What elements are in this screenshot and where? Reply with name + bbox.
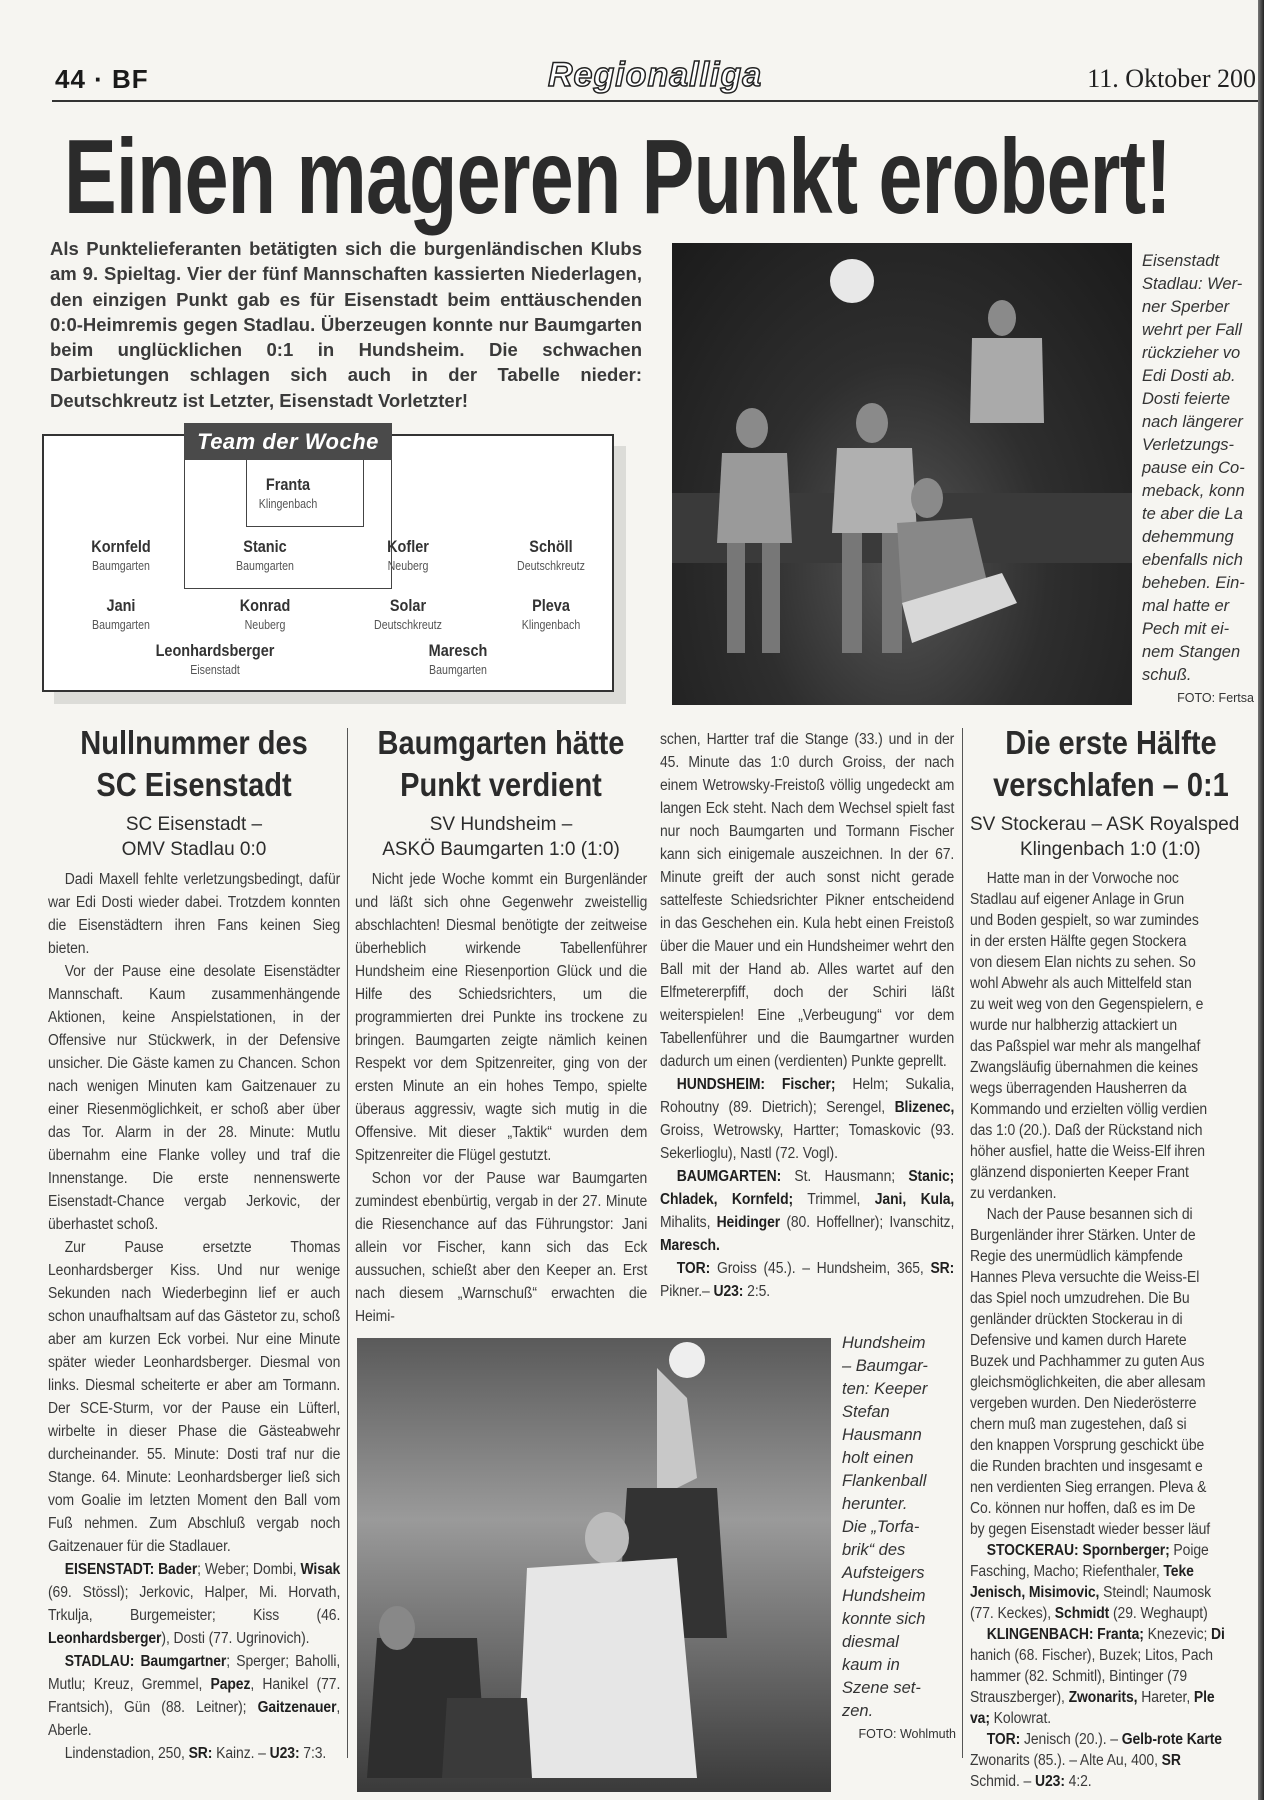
caption-line: Die „Torfa- xyxy=(842,1518,920,1536)
player-club: Deutschkreutz xyxy=(374,618,442,632)
player-club: Klingenbach xyxy=(521,618,581,632)
article-hundsheim-baumgarten-continued xyxy=(660,728,954,1303)
caption-line: holt einen xyxy=(842,1449,914,1467)
paragraph xyxy=(660,1073,954,1165)
text-line xyxy=(970,1036,1252,1057)
text: Groiss (45.). – Hundsheim, 365, xyxy=(710,1260,931,1277)
text: nen verdienten Sieg errangen. Pleva & xyxy=(970,1479,1207,1496)
caption-line: schuß. xyxy=(1142,666,1192,684)
text: Poige xyxy=(1169,1542,1209,1559)
issue-date: 11. Oktober 200 xyxy=(1087,64,1256,93)
paragraph xyxy=(660,1257,954,1303)
text: Zwonarits (85.). – Alte Au, 400, xyxy=(970,1752,1162,1769)
caption-line: nach längerer xyxy=(1142,413,1243,431)
player-club: Neuberg xyxy=(244,618,286,632)
player-name: Franta xyxy=(265,475,311,494)
column-divider xyxy=(962,728,963,1758)
bold-text: Wisak xyxy=(300,1561,341,1578)
text: Kainz. – xyxy=(212,1745,270,1762)
text: wurde nur halbherzig attackiert un xyxy=(970,1017,1178,1034)
header-rule xyxy=(52,100,1258,102)
caption-line: pause ein Co- xyxy=(1142,459,1245,477)
player-club: Klingenbach xyxy=(258,497,318,511)
text: das 1:0 (20.). Daß der Rückstand nich xyxy=(970,1122,1203,1139)
article-eisenstadt-stadlau xyxy=(48,722,340,1765)
player-slot xyxy=(46,596,196,632)
player-name: Kofler xyxy=(387,537,429,556)
article-body xyxy=(355,868,647,1328)
paragraph xyxy=(48,1650,340,1742)
caption-line: diesmal xyxy=(842,1633,899,1651)
text: Trimmel, xyxy=(793,1191,875,1208)
text: (77. Keckes), xyxy=(970,1605,1055,1622)
text-line xyxy=(970,1099,1252,1120)
text-line xyxy=(970,1666,1252,1687)
player-slot xyxy=(46,537,196,573)
text: , Aberle. xyxy=(48,1699,341,1739)
text: (69. Stössl); Jerkovic, Halper, Mi. Horvath, Trkulja, Burgemeister; Kiss (46. xyxy=(48,1584,341,1624)
caption-line: Edi Dosti ab. xyxy=(1142,367,1236,385)
football-scene-illustration xyxy=(672,243,1132,705)
caption-line: Stefan xyxy=(842,1403,890,1421)
lead-paragraph: Als Punktelieferanten betätigten sich die burgenländischen Klubs am 9. Spieltag. Vier der fünf Mannschaften kassierten Niederlagen, den einzigen Punkt gab es für Eisenstadt beim enttäuschenden 0:0-Heimremis gegen Stadlau. Überzeugen konnte nur Baumgarten beim unglücklichen 0:1 in Hundsheim. Die schwachen Darbietungen schlagen sich auch in der Tabelle nieder: Deutschkreutz ist Letzter, Eisenstadt Vorletzter! xyxy=(50,238,642,411)
bold-text: SR: xyxy=(188,1745,213,1762)
article-title: Baumgarten hätte Punkt verdient xyxy=(377,724,625,803)
text-line xyxy=(970,1561,1252,1582)
text: wegs überragenden Hausherren da xyxy=(970,1080,1187,1097)
caption-line: meback, konn xyxy=(1142,482,1245,500)
text: vergeben wurden. Den Niederösterre xyxy=(970,1395,1197,1412)
text: den knappen Vorsprung geschickt übe xyxy=(970,1437,1205,1454)
caption-line: dehemmung xyxy=(1142,528,1234,546)
bold-text: STADLAU: Baumgartner xyxy=(64,1653,227,1670)
team-of-the-week-title: Team der Woche xyxy=(184,423,392,460)
caption-line: Pech mit ei- xyxy=(1142,620,1230,638)
text: ; Weber; Dombi, xyxy=(197,1561,301,1578)
text: höher ausfiel, hatte die Weiss-Elf ihren xyxy=(970,1143,1205,1160)
player-name: Schöll xyxy=(529,537,573,556)
text-line xyxy=(970,1708,1252,1729)
player-name: Pleva xyxy=(532,596,570,615)
caption-line: Hundsheim xyxy=(842,1334,926,1352)
text: hammer (82. Schmitl), Bintinger (79 xyxy=(970,1668,1188,1685)
text: Hareter, xyxy=(1137,1689,1194,1706)
text: Stadlau auf eigener Anlage in Grun xyxy=(970,891,1185,908)
text: Zwangsläufig übernahmen die keines xyxy=(970,1059,1199,1076)
bold-text: Papez xyxy=(210,1676,251,1693)
text-line xyxy=(970,868,1252,889)
text: von diesem Elan nichts zu sehen. So xyxy=(970,954,1196,971)
player-slot xyxy=(333,537,483,573)
text: ), Dosti (77. Ugrinovich). xyxy=(161,1630,310,1647)
text-line xyxy=(970,1057,1252,1078)
article-subtitle: SV Hundsheim – ASKÖ Baumgarten 1:0 (1:0) xyxy=(382,814,620,860)
bold-text: BAUMGARTEN: xyxy=(676,1168,782,1185)
article-title: Nullnummer des SC Eisenstadt xyxy=(80,724,308,803)
text: und Boden gespielt, so war zumindes xyxy=(970,912,1199,929)
text: hanich (68. Fischer), Buzek; Litos, Pach xyxy=(970,1647,1213,1664)
caption-line: rückzieher vo xyxy=(1142,344,1241,362)
player-club: Baumgarten xyxy=(92,618,150,632)
text-line xyxy=(970,889,1252,910)
text-line xyxy=(970,1771,1252,1792)
text-line xyxy=(970,1456,1252,1477)
text: Nach der Pause besannen sich di xyxy=(986,1206,1193,1223)
player-club: Neuberg xyxy=(387,559,429,573)
text: Vor der Pause eine desolate Eisenstädter Mannschaft. Kaum zusammenhängende Aktionen, keine Anspielstationen, in der Offensive nur Stückwerk, in der Defensive unsicher. Die Gäste kamen zu Chancen. Schon nach wenigen Minuten kam Gaitzenauer zu einer Riesenmöglichkeit, er schoß aber über das Tor. Alarm in der 28. Minute: Mutlu übernahm eine Flanke volley und traf die Innenstange. Die erste nennenswerte Eisenstadt-Chance vergab Jerkovic, der überhastet schoß. xyxy=(48,963,341,1233)
photo-caption-2 xyxy=(842,1332,956,1741)
bold-text: Gaitzenauer xyxy=(257,1699,337,1716)
text: ; Sperger; Baholli, Mutlu; Kreuz, Gremmel, xyxy=(48,1653,341,1693)
bold-text: Maresch. xyxy=(660,1237,720,1254)
text-line xyxy=(970,1015,1252,1036)
paragraph xyxy=(48,1558,340,1650)
player-slot xyxy=(190,596,340,632)
text: chern muß man zugestehen, daß si xyxy=(970,1416,1187,1433)
text-line xyxy=(970,1183,1252,1204)
article-body xyxy=(970,868,1252,1792)
caption-line: nem Stangen xyxy=(1142,643,1241,661)
player-slot xyxy=(333,596,483,632)
text-line xyxy=(970,1519,1252,1540)
player-name: Leonhardsberger xyxy=(155,641,275,660)
text-line xyxy=(970,1372,1252,1393)
photo-caption-1 xyxy=(1142,250,1254,705)
text: Defensive und kamen durch Harete xyxy=(970,1332,1187,1349)
text-line xyxy=(970,1351,1252,1372)
goalkeeper-scene-illustration xyxy=(357,1338,831,1778)
player-slot xyxy=(476,537,626,573)
caption-line: Stadlau: Wer- xyxy=(1142,275,1243,293)
page-number: 44 · BF xyxy=(55,64,149,94)
text: 4:2. xyxy=(1064,1773,1092,1790)
text-line xyxy=(970,1414,1252,1435)
text: zu verdanken. xyxy=(970,1185,1057,1202)
ball-icon xyxy=(669,1342,705,1378)
text-line xyxy=(970,1435,1252,1456)
text-line xyxy=(970,1330,1252,1351)
caption-line: Aufsteigers xyxy=(842,1564,925,1582)
player-slot xyxy=(190,537,340,573)
text: schen, Hartter traf die Stange (33.) und in der 45. Minute das 1:0 durch Groiss, der nach einem Wetrowsky-Freistoß völlig ungedeckt am langen Eck steht. Nach dem Wechsel spielt fast nur noch Baumgarten und Tormann Fischer kann sich einigemale auszeichnen. In der 67. Minute greift der auch sonst nicht gerade sattelfeste Schiedsrichter Pikner entscheidend in das Geschehen ein. Kula hebt einen Freistoß über die Mauer und ein Hundsheimer wehrt den Ball mit der Hand ab. Alles wartet auf den Elfmetererpfiff, doch der Schiri läßt weiterspielen! Eine „Verbeugung“ vor dem Tabellenführer und die Baumgartner wurden dadurch um einen (verdienten) Punkte geprellt. xyxy=(660,731,955,1070)
player-club: Eisenstadt xyxy=(190,663,240,677)
ball-icon xyxy=(830,259,874,303)
text-line xyxy=(970,931,1252,952)
bold-text: U23: xyxy=(713,1283,744,1300)
bold-text: Schmidt xyxy=(1054,1605,1110,1622)
text-line xyxy=(970,910,1252,931)
text: Hannes Pleva versuchte die Weiss-El xyxy=(970,1269,1200,1286)
text: Dadi Maxell fehlte verletzungsbedingt, dafür war Edi Dosti wieder dabei. Trotzdem konnten die Eisenstädtern ihren Fans keinen Sieg bieten. xyxy=(48,871,341,957)
text: Jenisch (20.). – xyxy=(1020,1731,1122,1748)
text-line xyxy=(970,1687,1252,1708)
bold-text: Blizenec, xyxy=(894,1099,955,1116)
paragraph xyxy=(48,868,340,960)
text-line xyxy=(970,1120,1252,1141)
text: Buzek und Pachhammer zu guten Aus xyxy=(970,1353,1205,1370)
text: Burgenländer ihrer Stärken. Unter de xyxy=(970,1227,1196,1244)
bold-text: Heidinger xyxy=(716,1214,781,1231)
bold-text: Di xyxy=(1211,1626,1225,1643)
caption-line: Verletzungs- xyxy=(1142,436,1235,454)
text: Steindl; Naumosk xyxy=(1099,1584,1212,1601)
bold-text: Jani, Kula, xyxy=(874,1191,955,1208)
caption-line: konnte sich xyxy=(842,1610,926,1628)
bold-text: KLINGENBACH: Franta; xyxy=(986,1626,1144,1643)
text: zu weit weg von den Gegenspielern, e xyxy=(970,996,1204,1013)
article-hundsheim-baumgarten xyxy=(355,722,647,1328)
text: glänzend disponierten Keeper Frant xyxy=(970,1164,1189,1181)
player-name: Stanic xyxy=(243,537,287,556)
paragraph xyxy=(660,1165,954,1257)
text-line xyxy=(970,1750,1252,1771)
player-club: Baumgarten xyxy=(92,559,150,573)
bold-text: STOCKERAU: Spornberger; xyxy=(986,1542,1170,1559)
page-binding-edge xyxy=(1258,0,1264,1800)
text-line xyxy=(970,1288,1252,1309)
caption-line: Flankenball xyxy=(842,1472,927,1490)
text-line xyxy=(970,1162,1252,1183)
text: das Paßspiel war mehr als mangelhaf xyxy=(970,1038,1201,1055)
text: Schmid. – xyxy=(970,1773,1036,1790)
text: , Hanikel (77. Frantsich), Gün (88. Leitner); xyxy=(48,1676,341,1716)
text: Kommando und erzielten völlig verdien xyxy=(970,1101,1208,1118)
text: 2:5. xyxy=(743,1283,771,1300)
photo-credit: FOTO: Fertsa xyxy=(1177,691,1254,705)
photo-keeper-hausmann xyxy=(357,1338,831,1792)
paragraph xyxy=(48,1236,340,1558)
bold-text: U23: xyxy=(1035,1773,1065,1790)
caption-line: wehrt per Fall xyxy=(1142,321,1242,339)
text: wohl Abwehr als auch Mittelfeld stan xyxy=(970,975,1192,992)
caption-line: ten: Keeper xyxy=(842,1380,928,1398)
text: Hatte man in der Vorwoche noc xyxy=(986,870,1179,887)
text-line xyxy=(970,1267,1252,1288)
text-line xyxy=(970,1540,1252,1561)
caption-line: – Baumgar- xyxy=(842,1357,928,1375)
text: Knezevic; xyxy=(1143,1626,1212,1643)
bold-text: EISENSTADT: Bader xyxy=(64,1561,198,1578)
text: genländer drückten Stockerau in di xyxy=(970,1311,1183,1328)
text-line xyxy=(970,973,1252,994)
photo-match-eisenstadt-stadlau xyxy=(672,243,1132,705)
text: Strauszberger), xyxy=(970,1689,1069,1706)
text: in der ersten Hälfte gegen Stockera xyxy=(970,933,1187,950)
text: Kolowrat. xyxy=(989,1710,1052,1727)
text-line xyxy=(970,1498,1252,1519)
paragraph xyxy=(48,960,340,1236)
text-line xyxy=(970,952,1252,973)
caption-line: brik“ des xyxy=(842,1541,906,1559)
text: die Runden brachten und insgesamt e xyxy=(970,1458,1203,1475)
text: Schon vor der Pause war Baumgarten zumindest ebenbürtig, vergab in der 27. Minute die Riesenchance auf das Führungstor: Jani allein vor Fischer, kann sich das Eck aussuchen, schießt aber den Keeper an. Erst nach diesem „Warnschuß“ erwachten die Heimi- xyxy=(355,1170,648,1325)
headline: Einen mageren Punkt erobert! xyxy=(64,118,1171,236)
player-club: Baumgarten xyxy=(429,663,487,677)
text-line xyxy=(970,1204,1252,1225)
caption-line: Hausmann xyxy=(842,1426,922,1444)
article-subtitle: SV Stockerau – ASK Royalsped Klingenbach 1:0 (1:0) xyxy=(970,814,1240,860)
player-name: Kornfeld xyxy=(91,537,151,556)
text-line xyxy=(970,1477,1252,1498)
player-name: Konrad xyxy=(239,596,291,615)
caption-line: ebenfalls nich xyxy=(1142,551,1243,569)
text: Mihalits, xyxy=(660,1214,717,1231)
bold-text: Zwonarits, xyxy=(1068,1689,1138,1706)
caption-line: mal hatte er xyxy=(1142,597,1230,615)
text: Lindenstadion, 250, xyxy=(64,1745,189,1762)
text-line xyxy=(970,1141,1252,1162)
text: Helm; Sukalia, Rohoutny (89. Dietrich); Serengel, xyxy=(660,1076,955,1116)
article-body-continued xyxy=(660,728,954,1303)
caption-line: Dosti feierte xyxy=(1142,390,1231,408)
player-name: Solar xyxy=(389,596,427,615)
bold-text: HUNDSHEIM: Fischer; xyxy=(676,1076,836,1093)
article-title: Die erste Hälfte verschlafen – 0:1 xyxy=(993,724,1229,803)
player-slot xyxy=(213,475,363,511)
paragraph xyxy=(355,1167,647,1328)
text: Nicht jede Woche kommt ein Burgenländer und läßt sich ohne Gegenwehr zweistellig abschlachten! Diesmal benötigte der zeitweise überheblich wirkende Tabellenführer Hundsheim eine Riesenportion Glück und die Hilfe des Schiedsrichters, um die programmierten drei Punkte ins trockene zu bringen. Baumgarten zeigte nämlich keinen Respekt vor dem Spitzenreiter, ging von der ersten Minute an ein hohes Tempo, spielte überaus aggressiv, wagte sich mutig in die Offensive. Mit dieser „Taktik“ wurden dem Spitzenreiter die Flügel gestutzt. xyxy=(355,871,648,1164)
section-title: Regionalliga xyxy=(548,56,763,94)
bold-text: SR xyxy=(1161,1752,1181,1769)
text-line xyxy=(970,994,1252,1015)
text: 7:3. xyxy=(299,1745,327,1762)
text-line xyxy=(970,1078,1252,1099)
text: (29. Weghaupt) xyxy=(1109,1605,1208,1622)
caption-line: zen. xyxy=(842,1702,874,1720)
bold-text: Leonhardsberger xyxy=(48,1630,162,1647)
bold-text: TOR: xyxy=(676,1260,711,1277)
article-subtitle: SC Eisenstadt – OMV Stadlau 0:0 xyxy=(121,814,267,860)
caption-line: kaum in xyxy=(842,1656,900,1674)
column-divider xyxy=(347,728,348,1758)
text-line xyxy=(970,1603,1252,1624)
player-slot xyxy=(383,641,533,677)
player-slot xyxy=(140,641,290,677)
bold-text: Teke xyxy=(1163,1563,1194,1580)
player-club: Deutschkreutz xyxy=(517,559,585,573)
bold-text: Jenisch, Misimovic, xyxy=(970,1584,1100,1601)
caption-line: ner Sperber xyxy=(1142,298,1230,316)
photo-credit: FOTO: Wohlmuth xyxy=(858,1727,956,1741)
paragraph xyxy=(660,728,954,1073)
caption-line: Eisenstadt xyxy=(1142,252,1220,270)
text: Groiss, Wetrowsky, Hartter; Tomaskovic (93. Sekerlioglu), Nastl (72. Vogl). xyxy=(660,1122,955,1162)
text: by gegen Eisenstadt wieder besser läuf xyxy=(970,1521,1211,1538)
text-line xyxy=(970,1393,1252,1414)
text-line xyxy=(970,1624,1252,1645)
text-line xyxy=(970,1645,1252,1666)
bold-text: U23: xyxy=(269,1745,300,1762)
text-line xyxy=(970,1225,1252,1246)
bold-text: Gelb-rote Karte xyxy=(1121,1731,1222,1748)
caption-line: herunter. xyxy=(842,1495,908,1513)
text: Zur Pause ersetzte Thomas Leonhardsberger Kiss. Und nur wenige Sekunden nach Wiederbeginn lief er auch schon unaufhaltsam auf das Gästetor zu, schoß aber am kurzen Eck vorbei. Nur eine Minute später wieder Leonhardsberger. Diesmal von links. Diesmal scheiterte er aber am Tormann. Der SCE-Sturm, vor der Pause ein Lüfterl, wirbelte in dieser Phase die Gästeabwehr durcheinander. 55. Minute: Dosti traf nur die Stange. 64. Minute: Leonhardsberger ließ sich vom Goalie im letzten Moment den Ball vom Fuß nehmen. Zum Abschluß vergab noch Gaitzenauer für die Stadlauer. xyxy=(48,1239,341,1555)
bold-text: Stanic; Chladek, Kornfeld; xyxy=(660,1168,955,1208)
article-body xyxy=(48,868,340,1765)
bold-text: TOR: xyxy=(986,1731,1021,1748)
bold-text: va; xyxy=(970,1710,990,1727)
caption-line: Hundsheim xyxy=(842,1587,926,1605)
caption-line: beheben. Ein- xyxy=(1142,574,1245,592)
text: Co. können nur hoffen, daß es im De xyxy=(970,1500,1196,1517)
player-name: Maresch xyxy=(428,641,488,660)
text-line xyxy=(970,1729,1252,1750)
text: St. Hausmann; xyxy=(781,1168,909,1185)
caption-line: Szene set- xyxy=(842,1679,921,1697)
bold-text: SR: xyxy=(930,1260,955,1277)
caption-line: te aber die La xyxy=(1142,505,1243,523)
text-line xyxy=(970,1246,1252,1267)
bold-text: Ple xyxy=(1193,1689,1215,1706)
paragraph xyxy=(48,1742,340,1765)
text-line xyxy=(970,1309,1252,1330)
player-slot xyxy=(476,596,626,632)
text: gleichsmöglichkeiten, die aber allesam xyxy=(970,1374,1206,1391)
paragraph xyxy=(355,868,647,1167)
text: Regie des unermüdlich kämpfende xyxy=(970,1248,1183,1265)
text: Pikner.– xyxy=(660,1283,714,1300)
text: Fasching, Macho; Riefenthaler, xyxy=(970,1563,1164,1580)
text: (80. Hoffellner); Ivanschitz, xyxy=(780,1214,955,1231)
text: das Spiel noch umzudrehen. Die Bu xyxy=(970,1290,1190,1307)
text-line xyxy=(970,1582,1252,1603)
player-club: Baumgarten xyxy=(236,559,294,573)
player-name: Jani xyxy=(106,596,136,615)
article-stockerau-klingenbach xyxy=(970,722,1252,1792)
